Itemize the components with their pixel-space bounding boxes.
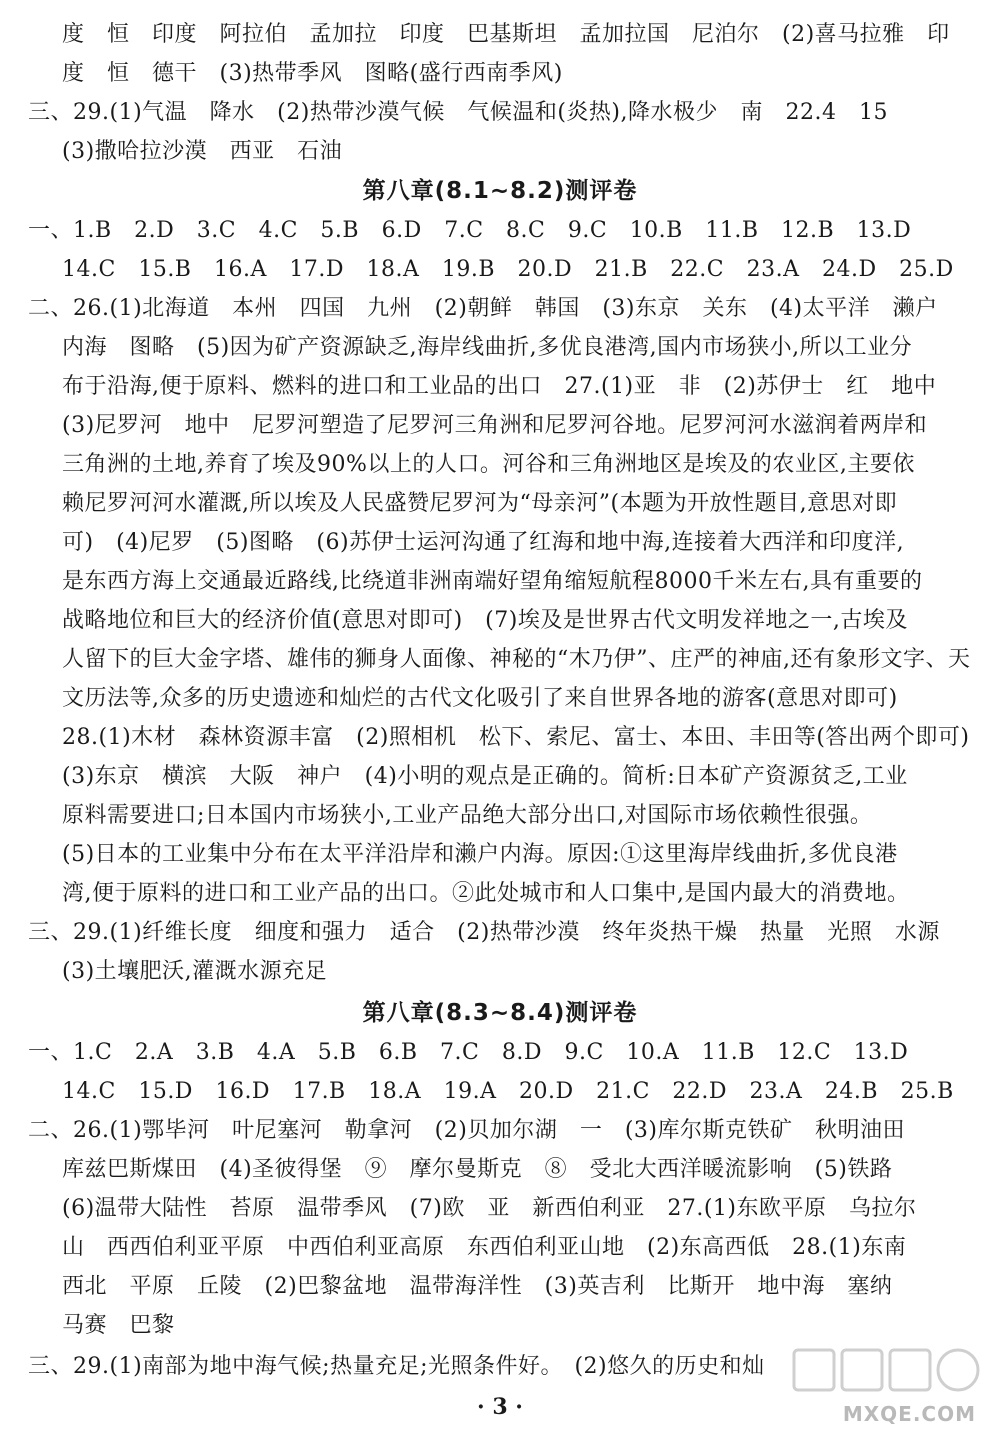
text-line: 14.C 15.B 16.A 17.D 18.A 19.B 20.D 21.B 22.C 23.A 24.D 25.D xyxy=(62,257,954,282)
text-line: (3)撒哈拉沙漠 西亚 石油 xyxy=(62,139,343,164)
text-line: 三角洲的土地,养育了埃及90%以上的人口。河谷和三角洲地区是埃及的农业区,主要依 xyxy=(62,452,915,477)
watermark-text: MXQE.COM xyxy=(842,1402,976,1426)
section-heading: 第八章(8.1~8.2)测评卷 xyxy=(362,178,638,204)
text-line: 马赛 巴黎 xyxy=(62,1313,175,1338)
text-line: (5)日本的工业集中分布在太平洋沿岸和濑户内海。原因:①这里海岸线曲折,多优良港 xyxy=(62,842,898,867)
text-line: 山 西西伯利亚平原 中西伯利亚高原 东西伯利亚山地 (2)东高西低 28.(1)东南 xyxy=(62,1235,907,1260)
text-line: 是东西方海上交通最近路线,比绕道非洲南端好望角缩短航程8000千米左右,具有重要的 xyxy=(62,569,923,594)
watermark-logo xyxy=(786,1346,986,1430)
text-line: 战略地位和巨大的经济价值(意思对即可) (7)埃及是世界古代文明发祥地之一,古埃及 xyxy=(62,608,908,633)
text-line: 人留下的巨大金字塔、雄伟的狮身人面像、神秘的“木乃伊”、庄严的神庙,还有象形文字、天 xyxy=(62,647,971,672)
text-line: 西北 平原 丘陵 (2)巴黎盆地 温带海洋性 (3)英吉利 比斯开 地中海 塞纳 xyxy=(62,1274,893,1299)
text-line: 三、29.(1)南部为地中海气候;热量充足;光照条件好。 (2)悠久的历史和灿 xyxy=(28,1354,765,1379)
text-line: 布于沿海,便于原料、燃料的进口和工业品的出口 27.(1)亚 非 (2)苏伊士 红 地中 xyxy=(62,374,937,399)
text-line: 可) (4)尼罗 (5)图略 (6)苏伊士运河沟通了红海和地中海,连接着大西洋和印度洋, xyxy=(62,530,905,555)
text-line: 原料需要进口;日本国内市场狭小,工业产品绝大部分出口,对国际市场依赖性很强。 xyxy=(62,803,873,828)
text-line: 内海 图略 (5)因为矿产资源缺乏,海岸线曲折,多优良港湾,国内市场狭小,所以工业分 xyxy=(62,335,913,360)
text-line: 度 恒 印度 阿拉伯 孟加拉 印度 巴基斯坦 孟加拉国 尼泊尔 (2)喜马拉雅 印 xyxy=(62,22,950,47)
text-line: 文历法等,众多的历史遗迹和灿烂的古代文化吸引了来自世界各地的游客(意思对即可) xyxy=(62,686,898,711)
text-line: 14.C 15.D 16.D 17.B 18.A 19.A 20.D 21.C 22.D 23.A 24.B 25.B xyxy=(62,1079,954,1104)
text-line: 库兹巴斯煤田 (4)圣彼得堡 ⑨ 摩尔曼斯克 ⑧ 受北大西洋暖流影响 (5)铁路 xyxy=(62,1157,893,1182)
page-number: · 3 · xyxy=(477,1394,523,1420)
text-line: 二、26.(1)北海道 本州 四国 九州 (2)朝鲜 韩国 (3)东京 关东 (4)太平洋 濑户 xyxy=(28,296,938,321)
text-line: (3)尼罗河 地中 尼罗河塑造了尼罗河三角洲和尼罗河谷地。尼罗河河水滋润着两岸和 xyxy=(62,413,928,438)
text-line: 赖尼罗河河水灌溉,所以埃及人民盛赞尼罗河为“母亲河”(本题为开放性题目,意思对即 xyxy=(62,491,898,516)
text-line: (6)温带大陆性 苔原 温带季风 (7)欧 亚 新西伯利亚 27.(1)东欧平原 乌拉尔 xyxy=(62,1196,917,1221)
text-line: 湾,便于原料的进口和工业产品的出口。②此处城市和人口集中,是国内最大的消费地。 xyxy=(62,881,910,906)
text-line: (3)土壤肥沃,灌溉水源充足 xyxy=(62,959,328,984)
text-line: (3)东京 横滨 大阪 神户 (4)小明的观点是正确的。简析:日本矿产资源贫乏,工业 xyxy=(62,764,908,789)
text-line: 一、1.B 2.D 3.C 4.C 5.B 6.D 7.C 8.C 9.C 10.B 11.B 12.B 13.D xyxy=(28,218,912,243)
text-line: 度 恒 德干 (3)热带季风 图略(盛行西南季风) xyxy=(62,61,563,86)
text-line: 三、29.(1)纤维长度 细度和强力 适合 (2)热带沙漠 终年炎热干燥 热量 光照 水源 xyxy=(28,920,940,945)
text-line: 三、29.(1)气温 降水 (2)热带沙漠气候 气候温和(炎热),降水极少 南 22.4 15 xyxy=(28,100,888,125)
text-line: 28.(1)木材 森林资源丰富 (2)照相机 松下、索尼、富士、本田、丰田等(答出两个即可) xyxy=(62,725,970,750)
section-heading: 第八章(8.3~8.4)测评卷 xyxy=(362,1000,638,1026)
text-line: 一、1.C 2.A 3.B 4.A 5.B 6.B 7.C 8.D 9.C 10.A 11.B 12.C 13.D xyxy=(28,1040,909,1065)
text-line: 二、26.(1)鄂毕河 叶尼塞河 勒拿河 (2)贝加尔湖 一 (3)库尔斯克铁矿 秋明油田 xyxy=(28,1118,905,1143)
